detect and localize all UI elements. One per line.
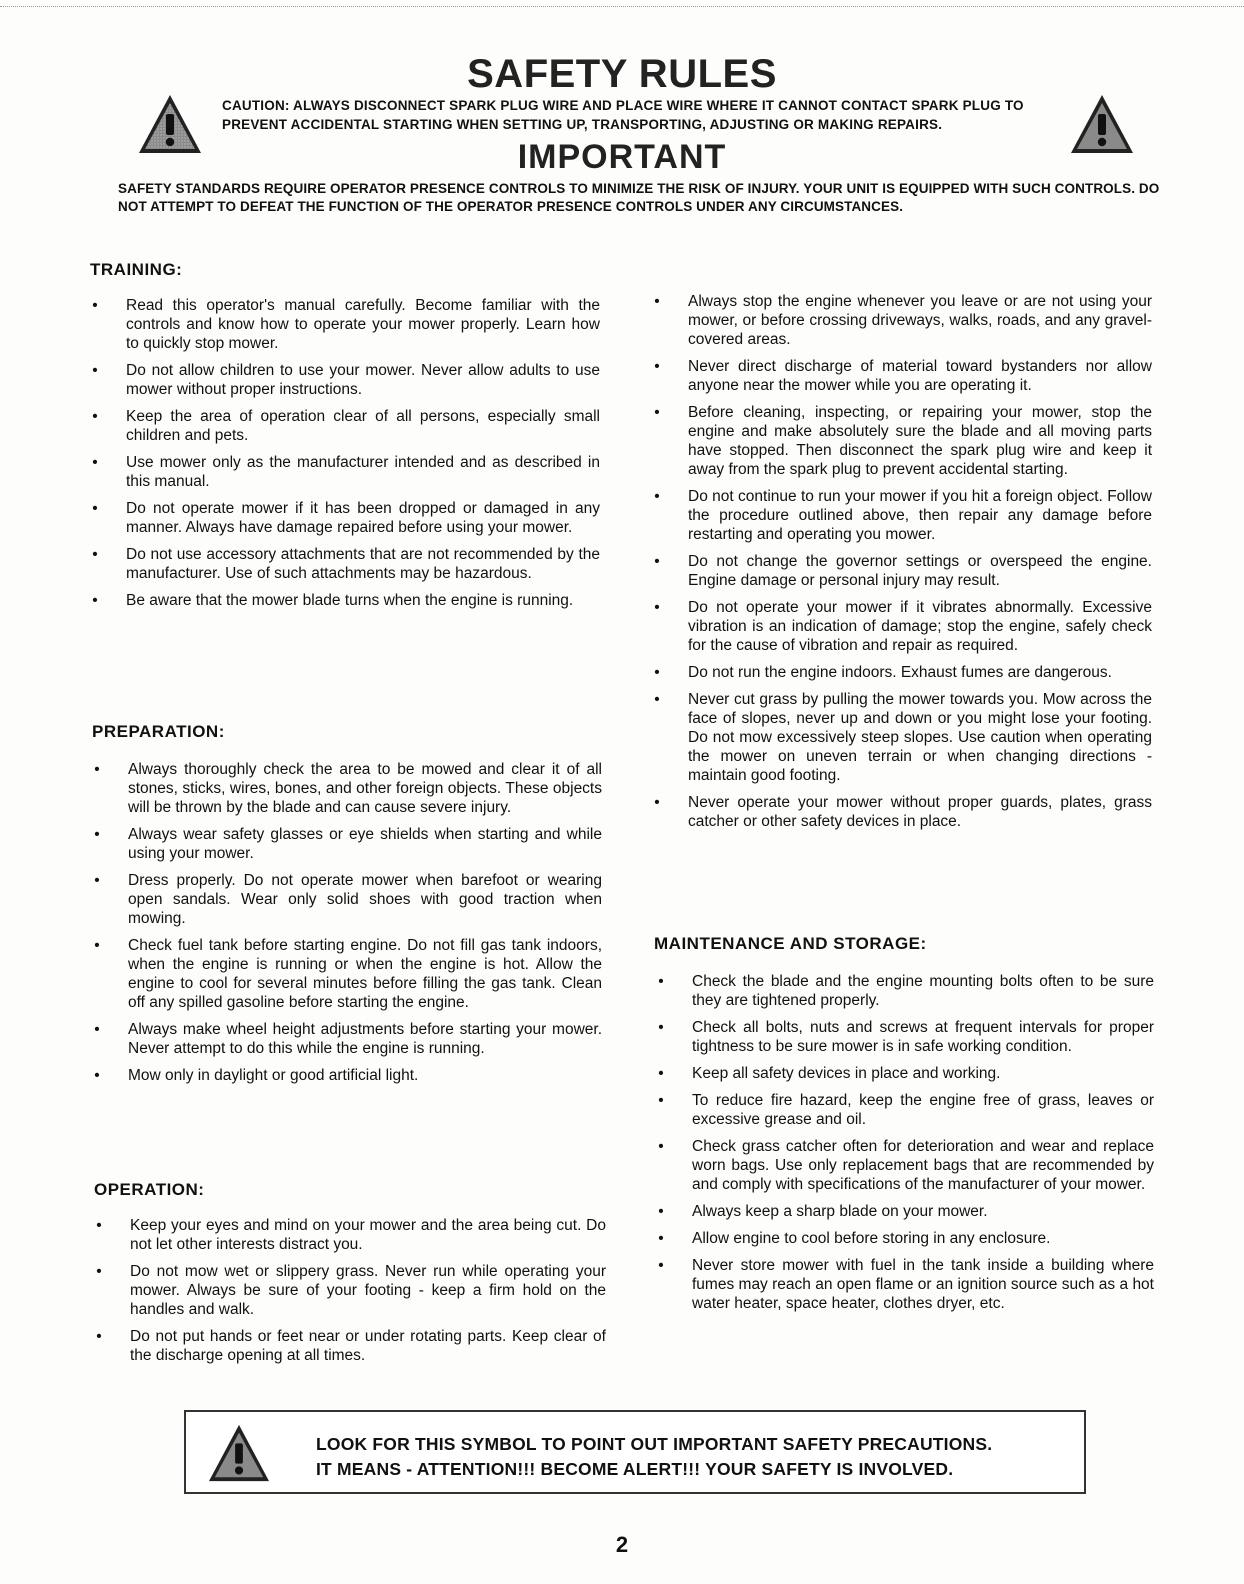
operation-list (92, 1216, 606, 1373)
list-item (654, 1256, 1154, 1313)
list-item (90, 936, 602, 1012)
bullet-icon: • (654, 599, 660, 616)
bullet-icon: • (658, 973, 664, 990)
list-item (88, 591, 600, 610)
list-item (88, 499, 600, 537)
list-item (92, 1216, 606, 1254)
bullet-icon: • (94, 1067, 100, 1084)
list-item (650, 403, 1152, 479)
bullet-icon: • (654, 358, 660, 375)
bullet-icon: • (654, 664, 660, 681)
bullet-icon: • (94, 761, 100, 778)
list-item (90, 760, 602, 817)
list-item-text: Allow engine to cool before storing in any enclosure. (692, 1230, 1051, 1247)
bullet-icon: • (654, 488, 660, 505)
bullet-icon: • (92, 500, 98, 517)
preparation-heading: PREPARATION: (92, 722, 225, 741)
list-item-text: Do not use accessory attachments that are not recommended by the manufacturer. Use of such attachments may be hazardous. (126, 546, 600, 582)
list-item-text: Do not mow wet or slippery grass. Never run while operating your mower. Always be sure of your footing - keep a firm hold on the handles and walk. (130, 1263, 606, 1318)
list-item (654, 1064, 1154, 1083)
list-item-text: Always wear safety glasses or eye shields when starting and while using your mower. (128, 826, 602, 862)
list-item-text: Do not put hands or feet near or under rotating parts. Keep clear of the discharge opening at all times. (130, 1328, 606, 1364)
list-item-text: Do not change the governor settings or overspeed the engine. Engine damage or personal injury may result. (688, 553, 1152, 589)
page-title: SAFETY RULES (467, 52, 777, 96)
list-item (92, 1327, 606, 1365)
bullet-icon: • (94, 937, 100, 954)
list-item-text: Always keep a sharp blade on your mower. (692, 1203, 988, 1220)
maintenance-heading: MAINTENANCE AND STORAGE: (654, 934, 927, 953)
bullet-icon: • (96, 1263, 102, 1280)
bullet-icon: • (658, 1019, 664, 1036)
preparation-list (90, 760, 602, 1093)
list-item (90, 825, 602, 863)
list-item (90, 871, 602, 928)
list-item-text: Be aware that the mower blade turns when the engine is running. (126, 592, 574, 609)
list-item (650, 357, 1152, 395)
top-border-rule (0, 6, 1244, 8)
list-item (654, 1229, 1154, 1248)
list-item-text: Check all bolts, nuts and screws at frequent intervals for proper tightness to be sure mower is in safe working condition. (692, 1019, 1154, 1055)
operation-heading: OPERATION: (94, 1180, 205, 1199)
bullet-icon: • (92, 297, 98, 314)
list-item (88, 545, 600, 583)
notice-text (316, 1432, 1076, 1482)
list-item (650, 552, 1152, 590)
bullet-icon: • (96, 1328, 102, 1345)
list-item (650, 487, 1152, 544)
warning-triangle-icon (206, 1422, 272, 1484)
list-item-text: Do not operate mower if it has been dropped or damaged in any manner. Always have damage repaired before using your mower. (126, 500, 600, 536)
attention-notice-box (184, 1410, 1086, 1494)
list-item-text: Check grass catcher often for deterioration and wear and replace worn bags. Use only replacement bags that are recommended by and comply with specifications of the manufacturer of your mower. (692, 1138, 1154, 1193)
bullet-icon: • (658, 1138, 664, 1155)
operation-continued-list (650, 292, 1152, 839)
list-item (88, 296, 600, 353)
list-item-text: Check the blade and the engine mounting bolts often to be sure they are tightened properly. (692, 973, 1154, 1009)
bullet-icon: • (658, 1065, 664, 1082)
list-item-text: To reduce fire hazard, keep the engine free of grass, leaves or excessive grease and oil. (692, 1092, 1154, 1128)
list-item (88, 407, 600, 445)
list-item-text: Before cleaning, inspecting, or repairing your mower, stop the engine and make absolutely sure the blade and all moving parts have stopped. Then disconnect the spark plug wire and keep it away from the spark plug to prevent accidental starting. (688, 404, 1152, 478)
list-item (654, 1018, 1154, 1056)
bullet-icon: • (96, 1217, 102, 1234)
bullet-icon: • (658, 1257, 664, 1274)
bullet-icon: • (92, 362, 98, 379)
caution-text: CAUTION: ALWAYS DISCONNECT SPARK PLUG WIRE AND PLACE WIRE WHERE IT CANNOT CONTACT SPARK PLUG TO PREVENT ACCIDENTAL STARTING WHEN SETTING UP, TRANSPORTING, ADJUSTING OR MAKING REPAIRS. (222, 98, 1024, 132)
list-item-text: Never cut grass by pulling the mower towards you. Mow across the face of slopes, never up and down or you might lose your footing. Do not mow excessively steep slopes. Use caution when operating the mower on uneven terrain or when changing directions - maintain good footing. (688, 691, 1152, 784)
list-item-text: Do not continue to run your mower if you hit a foreign object. Follow the procedure outlined above, then repair any damage before restarting and operating you mower. (688, 488, 1152, 543)
list-item (654, 1137, 1154, 1194)
bullet-icon: • (658, 1092, 664, 1109)
list-item (654, 972, 1154, 1010)
list-item-text: Keep the area of operation clear of all persons, especially small children and pets. (126, 408, 600, 444)
bullet-icon: • (92, 454, 98, 471)
list-item-text: Check fuel tank before starting engine. Do not fill gas tank indoors, when the engine is running or when the engine is hot. Allow the engine to cool for several minutes before filling the gas tank. Clean off any spilled gasoline before starting the engine. (128, 937, 602, 1011)
list-item-text: Keep your eyes and mind on your mower and the area being cut. Do not let other interests distract you. (130, 1217, 606, 1253)
safety-standards-text: SAFETY STANDARDS REQUIRE OPERATOR PRESENCE CONTROLS TO MINIMIZE THE RISK OF INJURY. YOUR UNIT IS EQUIPPED WITH SUCH CONTROLS. DO NOT ATTEMPT TO DEFEAT THE FUNCTION OF THE OPERATOR PRESENCE CONTROLS UNDER ANY CIRCUMSTANCES. (118, 181, 1160, 214)
list-item (88, 453, 600, 491)
important-heading: IMPORTANT (517, 138, 727, 176)
list-item-text: Always thoroughly check the area to be mowed and clear it of all stones, sticks, wires, bones, and other foreign objects. These objects will be thrown by the blade and can cause severe injury. (128, 761, 602, 816)
list-item-text: Do not operate your mower if it vibrates abnormally. Excessive vibration is an indication of damage; stop the engine, safely check for the cause of vibration and repair as required. (688, 599, 1152, 654)
list-item-text: Always stop the engine whenever you leave or are not using your mower, or before crossing driveways, walks, roads, and any gravel-covered areas. (688, 293, 1152, 348)
bullet-icon: • (92, 546, 98, 563)
list-item-text: Mow only in daylight or good artificial light. (128, 1067, 419, 1084)
bullet-icon: • (654, 293, 660, 310)
notice-line-1: LOOK FOR THIS SYMBOL TO POINT OUT IMPORTANT SAFETY PRECAUTIONS. (316, 1434, 993, 1454)
list-item-text: Do not run the engine indoors. Exhaust fumes are dangerous. (688, 664, 1112, 681)
list-item (650, 598, 1152, 655)
bullet-icon: • (658, 1203, 664, 1220)
list-item (650, 663, 1152, 682)
bullet-icon: • (654, 691, 660, 708)
page-number: 2 (615, 1532, 629, 1557)
bullet-icon: • (94, 872, 100, 889)
list-item (650, 690, 1152, 785)
list-item (650, 793, 1152, 831)
list-item-text: Never direct discharge of material toward bystanders nor allow anyone near the mower while you are operating it. (688, 358, 1152, 394)
bullet-icon: • (94, 1021, 100, 1038)
list-item (88, 361, 600, 399)
list-item (654, 1202, 1154, 1221)
list-item-text: Use mower only as the manufacturer intended and as described in this manual. (126, 454, 600, 490)
list-item (90, 1066, 602, 1085)
training-heading: TRAINING: (90, 260, 183, 279)
list-item (650, 292, 1152, 349)
bullet-icon: • (94, 826, 100, 843)
bullet-icon: • (92, 592, 98, 609)
list-item-text: Never store mower with fuel in the tank inside a building where fumes may reach an open flame or an ignition source such as a hot water heater, space heater, clothes dryer, etc. (692, 1257, 1154, 1312)
list-item (90, 1020, 602, 1058)
list-item-text: Always make wheel height adjustments before starting your mower. Never attempt to do this while the engine is running. (128, 1021, 602, 1057)
list-item-text: Read this operator's manual carefully. Become familiar with the controls and know how to operate your mower properly. Learn how to quickly stop mower. (126, 297, 600, 352)
bullet-icon: • (654, 794, 660, 811)
list-item-text: Do not allow children to use your mower. Never allow adults to use mower without proper instructions. (126, 362, 600, 398)
bullet-icon: • (92, 408, 98, 425)
training-list (88, 296, 600, 618)
list-item-text: Dress properly. Do not operate mower when barefoot or wearing open sandals. Wear only solid shoes with good traction when mowing. (128, 872, 602, 927)
list-item-text: Never operate your mower without proper guards, plates, grass catcher or other safety devices in place. (688, 794, 1152, 830)
notice-line-2: IT MEANS - ATTENTION!!! BECOME ALERT!!! YOUR SAFETY IS INVOLVED. (316, 1459, 954, 1479)
bullet-icon: • (654, 553, 660, 570)
list-item (92, 1262, 606, 1319)
bullet-icon: • (654, 404, 660, 421)
list-item-text: Keep all safety devices in place and working. (692, 1065, 1001, 1082)
bullet-icon: • (658, 1230, 664, 1247)
maintenance-list (654, 972, 1154, 1321)
list-item (654, 1091, 1154, 1129)
